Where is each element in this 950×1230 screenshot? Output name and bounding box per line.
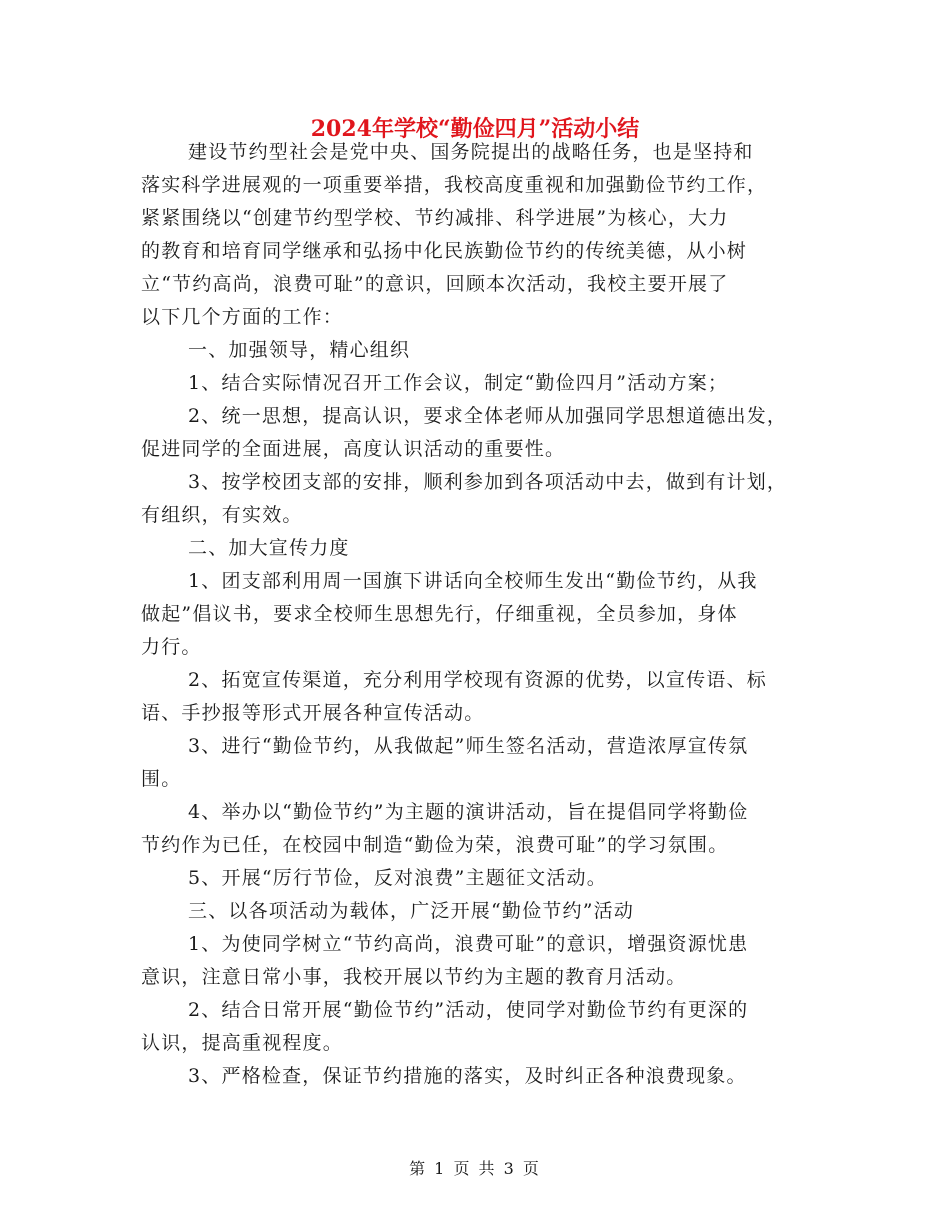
text-line: 认识，提高重视程度。: [141, 1032, 344, 1054]
text-line: 1、为使同学树立“节约高尚，浪费可耻”的意识，增强资源忧患: [188, 933, 749, 955]
text-line: 2、统一思想，提高认识，要求全体老师从加强同学思想道德出发，: [188, 405, 788, 427]
page-number-footer: 第 1 页 共 3 页: [409, 1159, 541, 1178]
section-heading: 一、加强领导，精心组织: [188, 339, 411, 361]
text-line: 的教育和培育同学继承和弘扬中化民族勤俭节约的传统美德，从小树: [141, 240, 748, 262]
text-line: 5、开展“厉行节俭，反对浪费”主题征文活动。: [188, 867, 607, 889]
text-line: 建设节约型社会是党中央、国务院提出的战略任务，也是坚持和: [188, 141, 754, 163]
text-line: 3、进行“勤俭节约，从我做起”师生签名活动，营造浓厚宣传氛: [188, 735, 749, 757]
text-line: 以下几个方面的工作：: [141, 306, 344, 328]
text-line: 2、结合日常开展“勤俭节约”活动，使同学对勤俭节约有更深的: [188, 999, 749, 1021]
section-heading: 二、加大宣传力度: [188, 537, 350, 559]
text-line: 2、拓宽宣传渠道，充分利用学校现有资源的优势，以宣传语、标: [188, 669, 767, 691]
text-line: 促进同学的全面进展，高度认识活动的重要性。: [141, 438, 566, 460]
text-line: 3、严格检查，保证节约措施的落实，及时纠正各种浪费现象。: [188, 1065, 747, 1087]
text-line: 语、手抄报等形式开展各种宣传活动。: [141, 702, 485, 724]
text-line: 节约作为已任，在校园中制造“勤俭为荣，浪费可耻”的学习氛围。: [141, 834, 729, 856]
document-title: 2024年学校“勤俭四月”活动小结: [310, 116, 640, 142]
text-line: 3、按学校团支部的安排，顺利参加到各项活动中去，做到有计划，: [188, 471, 788, 493]
text-line: 1、团支部利用周一国旗下讲话向全校师生发出“勤俭节约，从我: [188, 570, 758, 592]
text-line: 有组织，有实效。: [141, 504, 303, 526]
text-line: 4、举办以“勤俭节约”为主题的演讲活动，旨在提倡同学将勤俭: [188, 801, 749, 823]
text-line: 落实科学进展观的一项重要举措，我校高度重视和加强勤俭节约工作，: [141, 174, 768, 196]
text-line: 立“节约高尚，浪费可耻”的意识，回顾本次活动，我校主要开展了: [141, 273, 729, 295]
text-line: 围。: [141, 768, 182, 790]
text-line: 1、结合实际情况召开工作会议，制定“勤俭四月”活动方案；: [188, 372, 729, 394]
section-heading: 三、以各项活动为载体，广泛开展“勤俭节约”活动: [188, 900, 635, 922]
text-line: 做起”倡议书，要求全校师生思想先行，仔细重视，全员参加，身体: [141, 603, 738, 625]
text-line: 紧紧围绕以“创建节约型学校、节约减排、科学进展”为核心，大力: [141, 207, 729, 229]
text-line: 力行。: [141, 636, 202, 658]
text-line: 意识，注意日常小事，我校开展以节约为主题的教育月活动。: [141, 966, 687, 988]
